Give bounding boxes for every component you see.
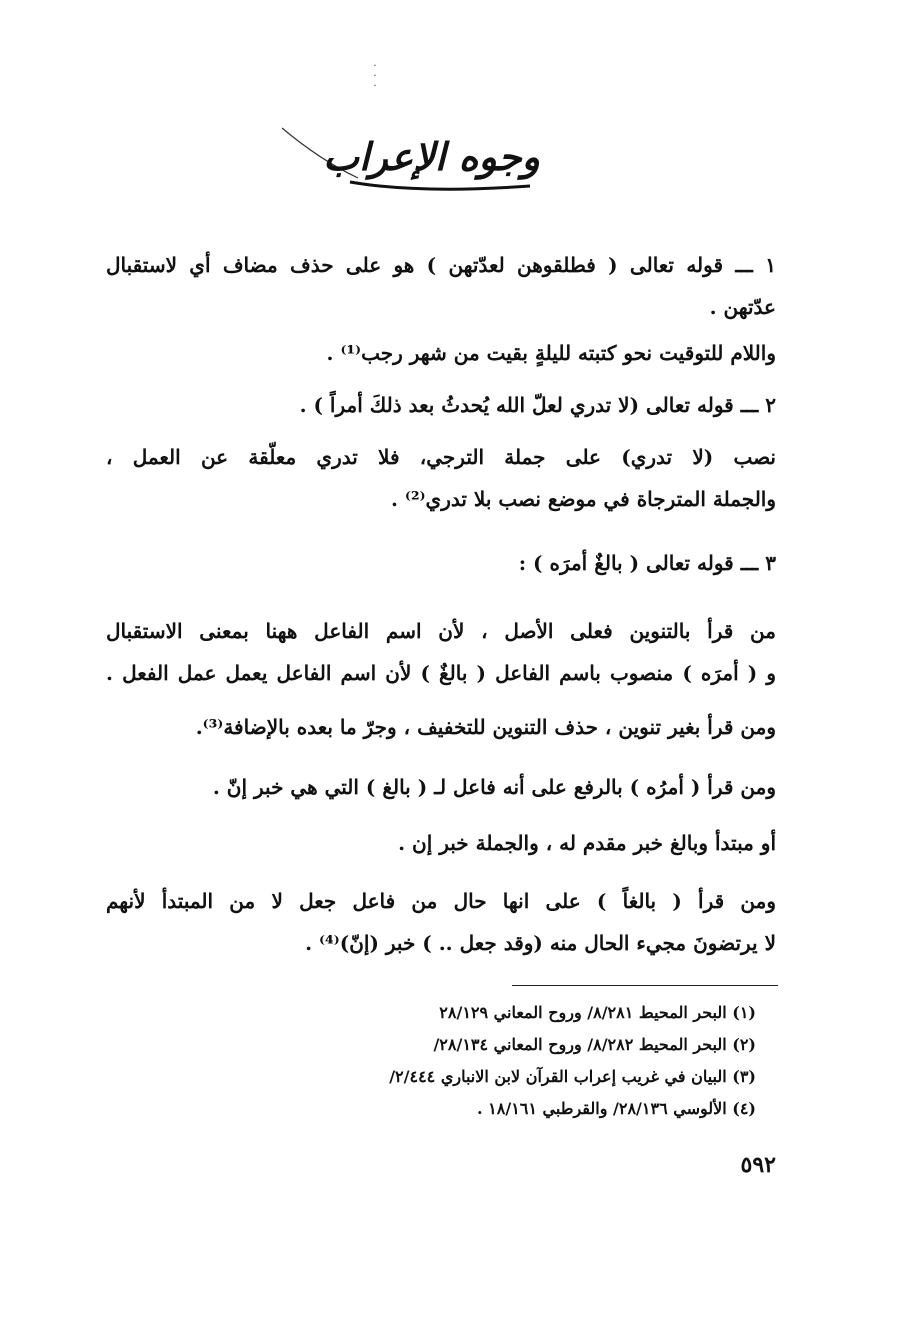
body-line: و ( أمرَه ) منصوب باسم الفاعل ( بالغٌ ) لأن اسم الفاعل يعمل عمل الفعل . [106,661,776,685]
footnote: (١) البحر المحيط ٨/٢٨١/ وروح المعاني ٢٨/١٢٩ [439,1003,756,1022]
body-line: والجملة المترجاة في موضع نصب بلا تدري⁽²⁾ . [390,487,776,511]
footnote: (٤) الألوسي ٢٨/١٣٦/ والقرطبي ١٨/١٦١ . [477,1099,756,1118]
body-line: أو مبتدأ وبالغ خبر مقدم له ، والجملة خبر إن . [398,831,776,855]
body-line: ٢ ـــ قوله تعالى (لا تدري لعلّ الله يُحدثُ بعد ذلكَ أمراً ) . [299,393,776,417]
footnote: (٢) البحر المحيط ٨/٢٨٢/ وروح المعاني ٢٨/١٣٤/ [433,1035,756,1054]
body-line: ومن قرأ ( أمرُه ) بالرفع على أنه فاعل لـ ( بالغ ) التي هي خبر إنّ . [212,775,776,799]
body-line: واللام للتوقيت نحو كتبته لليلةٍ بقيت من شهر رجب⁽¹⁾ . [326,341,776,365]
body-line: من قرأ بالتنوين فعلى الأصل ، لأن اسم الفاعل ههنا بمعنى الاستقبال [106,619,776,643]
section-heading-area [280,120,560,200]
body-line: ومن قرأ ( بالغاً ) على انها حال من فاعل جعل لا من المبتدأ لأنهم [106,889,776,913]
body-line: عدّتهن . [709,295,776,319]
section-heading: وجوه الإعراب [323,134,540,179]
footnote-separator [512,985,778,986]
body-line: لا يرتضونَ مجيء الحال منه (وقد جعل .. ) خبر (إنّ)⁽⁴⁾ . [305,931,776,955]
footnote: (٣) البيان في غريب إعراب القرآن لابن الانباري ٢/٤٤٤/ [389,1067,756,1086]
page-number: ٥٩٢ [740,1152,776,1178]
body-line: ومن قرأ بغير تنوين ، حذف التنوين للتخفيف ، وجرّ ما بعده بالإضافة⁽³⁾. [195,715,776,739]
body-line: ١ ـــ قوله تعالى ( فطلقوهن لعدّتهن ) هو على حذف مضاف أي لاستقبال [106,253,776,277]
body-line: ٣ ـــ قوله تعالى ( بالغٌ أمرَه ) : [518,551,776,575]
body-line: نصب (لا تدري) على جملة الترجي، فلا تدري معلّقة عن العمل ، [106,445,776,469]
page-speck-marks: · · · [373,61,377,92]
